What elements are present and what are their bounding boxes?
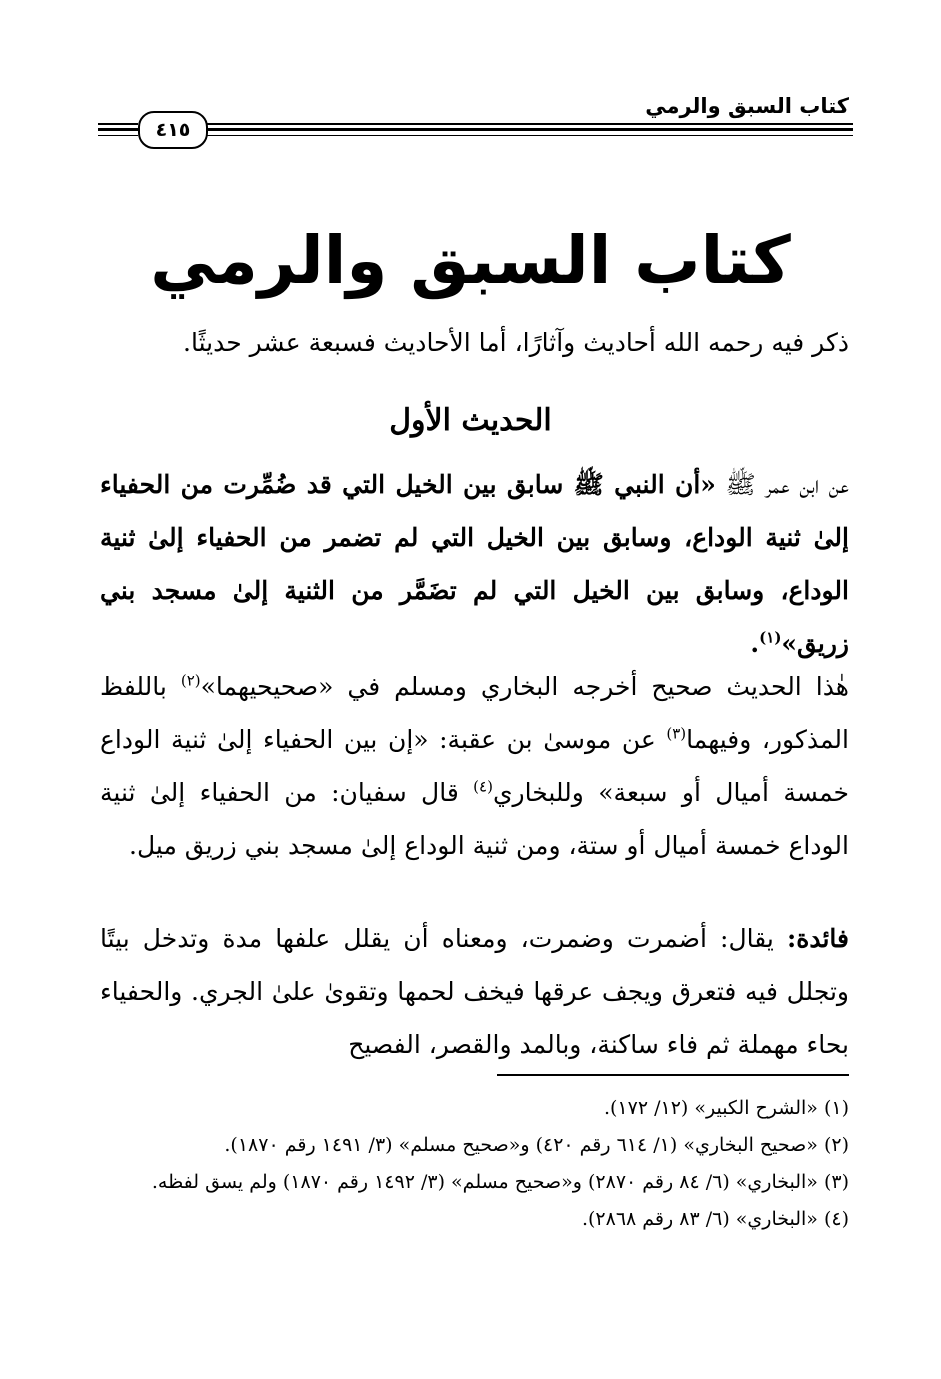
footnote-item [100,1090,849,1127]
commentary-text: باللفظ المذكور، وفيهما [100,672,849,754]
footnote-separator [497,1074,849,1076]
footnote-item [100,1201,849,1238]
footnote-text: «البخاري» (٦/ ٨٣ رقم ٢٨٦٨). [581,1208,818,1230]
commentary-text: عن موسىٰ بن عقبة: «إن بين الحفياء إلىٰ ثنية الوداع خمسة أميال أو سبعة» وللبخاري [100,725,849,807]
commentary-paragraph [100,660,849,872]
page-number: ٤١٥ [138,111,208,149]
footnote-ref: (٤) [473,777,493,796]
hadith-paragraph [100,458,849,670]
commentary-text: هٰذا الحديث صحيح أخرجه البخاري ومسلم في «صحيحيهما» [200,672,849,701]
footnote-text: «صحيح البخاري» (١/ ٦١٤ رقم ٤٢٠) و«صحيح مسلم» (٣/ ١٤٩١ رقم ١٨٧٠). [224,1134,818,1156]
hadith-end: . [750,629,760,658]
commentary-text: قال سفيان: من الحفياء إلىٰ ثنية الوداع خمسة أميال أو ستة، ومن ثنية الوداع إلىٰ مسجد بني زريق ميل. [100,778,849,860]
footnote-number: (١) [823,1097,849,1119]
footnote-ref: (١) [759,628,782,647]
section-heading: الحديث الأول [389,403,552,438]
footnote-ref: (٢) [180,671,201,690]
footnote-number: (٤) [823,1208,849,1230]
benefit-text: يقال: أضمرت وضمرت، ومعناه أن يقلل علفها مدة وتدخل بيتًا وتجلل فيه فتعرق ويجف عرقها فيخف لحمها وتقوىٰ علىٰ الجري. والحفياء بحاء مهملة ثم فاء ساكنة، وبالمد والقصر، الفصيح [100,924,849,1059]
header-rule [205,135,853,136]
footnote-ref: (٣) [666,724,687,743]
footnote-item [100,1164,849,1201]
footnote-number: (٢) [823,1134,849,1156]
intro-text: ذكر فيه رحمه الله أحاديث وآثارًا، أما الأحاديث فسبعة عشر حديثًا. [183,328,849,357]
footnote-text: «الشرح الكبير» (١٢/ ١٧٢). [603,1097,818,1119]
footnote-text: «البخاري» (٦/ ٨٤ رقم ٢٨٧٠) و«صحيح مسلم» (٣/ ١٤٩٢ رقم ١٨٧٠) ولم يسق لفظه. [151,1171,818,1193]
header-rule [205,123,853,125]
benefit-paragraph [100,912,849,1071]
header-rule-left [98,135,138,136]
benefit-label: فائدة: [787,924,849,953]
running-header-title: كتاب السبق والرمي [645,94,849,118]
footnote-number: (٣) [823,1171,849,1193]
footnotes [100,1090,849,1238]
hadith-lead: عن ابن عمر ﷺ [715,470,849,499]
book-title: كتاب السبق والرمي [150,222,791,299]
header-rule-left [98,128,138,131]
header-rule-left [98,123,138,125]
hadith-text: «أن النبي ﷺ سابق بين الخيل التي قد ضُمِّرت من الحفياء إلىٰ ثنية الوداع، وسابق بين الخيل التي لم تضمر من الحفياء إلىٰ ثنية الوداع، وسابق بين الخيل التي لم تضَمَّر من الثنية إلىٰ مسجد بني زريق» [100,470,849,658]
footnote-item [100,1127,849,1164]
header-rule [205,128,853,131]
